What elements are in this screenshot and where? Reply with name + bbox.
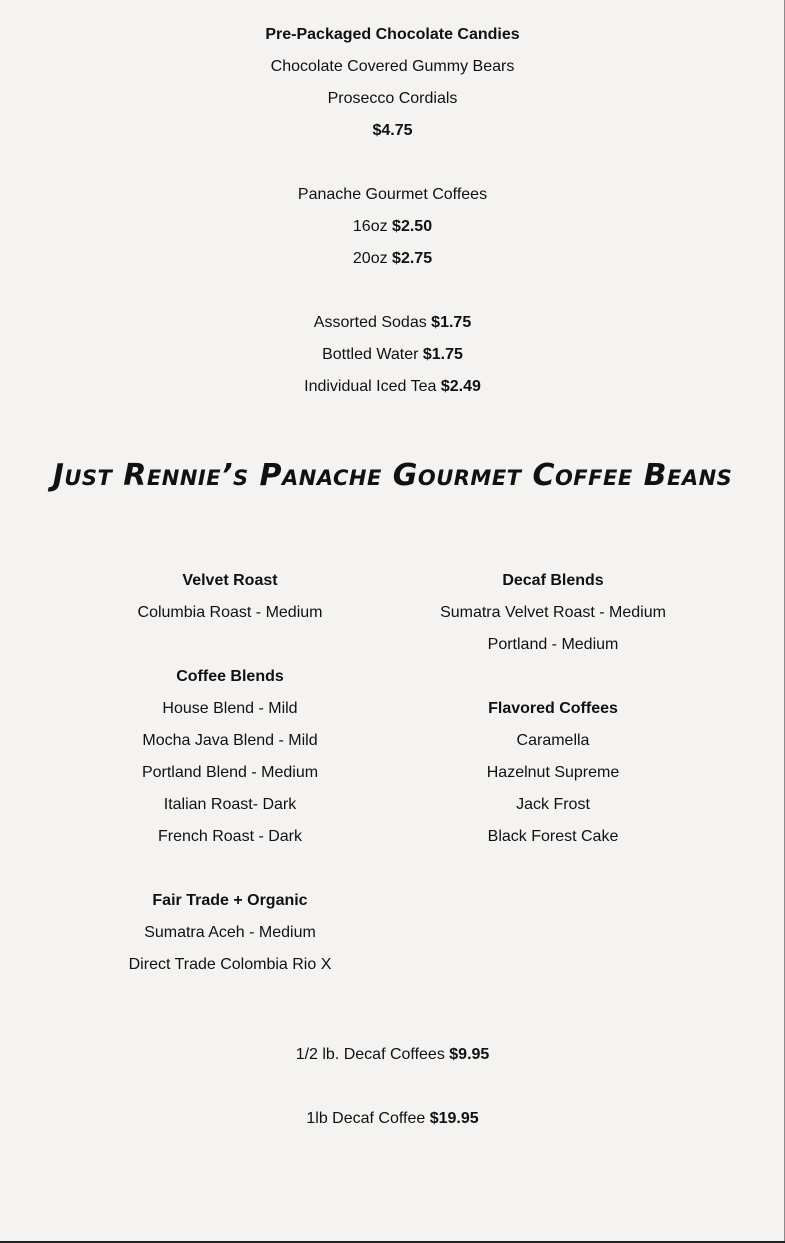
beans-right-column [393, 570, 713, 858]
coffee-size-price: $2.75 [392, 250, 433, 267]
bean-item: Black Forest Cake [487, 828, 619, 845]
coffee-size-price: $2.50 [392, 218, 433, 235]
candies-heading-text: Pre-Packaged Chocolate Candies [265, 26, 520, 43]
velvet-heading-text: Velvet Roast [182, 572, 278, 589]
coffee-size-label: 16oz [352, 218, 388, 235]
candies-heading [0, 24, 785, 56]
decaf-price-label: 1/2 lb. Decaf Coffees [295, 1046, 445, 1063]
drink-row [0, 344, 785, 376]
candy-item: Chocolate Covered Gummy Bears [270, 58, 515, 75]
bean-item: Portland Blend - Medium [141, 764, 319, 781]
decaf-price-value: $19.95 [429, 1110, 479, 1127]
decaf-price-row [0, 1108, 785, 1140]
menu-top-section [0, 24, 785, 408]
decaf-price-row [0, 1044, 785, 1076]
beans-left-column [70, 570, 390, 986]
bean-item: Caramella [516, 732, 590, 749]
drink-price: $1.75 [422, 346, 463, 363]
candies-price-text: $4.75 [372, 122, 413, 139]
beans-section-title: Just Rennie’s Panache Gourmet Coffee Beans [52, 458, 733, 493]
coffee-size-row [0, 248, 785, 280]
coffee-size-row [0, 216, 785, 248]
flavored-heading [393, 698, 713, 730]
blends-heading-text: Coffee Blends [176, 668, 284, 685]
blends-heading [70, 666, 390, 698]
candy-item: Prosecco Cordials [327, 90, 458, 107]
bean-item: Direct Trade Colombia Rio X [128, 956, 332, 973]
candies-price [0, 120, 785, 152]
coffees-heading: Panache Gourmet Coffees [297, 186, 488, 203]
bean-item: Italian Roast- Dark [163, 796, 297, 813]
flavored-heading-text: Flavored Coffees [488, 700, 618, 717]
decaf-heading [393, 570, 713, 602]
bean-item: Sumatra Aceh - Medium [144, 924, 316, 941]
bean-item: House Blend - Mild [162, 700, 298, 717]
decaf-pricing [0, 1044, 785, 1140]
drink-label: Individual Iced Tea [304, 378, 437, 395]
decaf-heading-text: Decaf Blends [502, 572, 604, 589]
bean-item: Portland - Medium [487, 636, 619, 653]
velvet-heading [70, 570, 390, 602]
bean-item: Sumatra Velvet Roast - Medium [440, 604, 666, 621]
drink-row [0, 312, 785, 344]
fair-trade-heading-text: Fair Trade + Organic [152, 892, 308, 909]
drink-price: $1.75 [431, 314, 472, 331]
drink-row [0, 376, 785, 408]
drink-label: Bottled Water [322, 346, 419, 363]
fair-trade-heading [70, 890, 390, 922]
bean-item: Columbia Roast - Medium [137, 604, 323, 621]
decaf-price-value: $9.95 [449, 1046, 490, 1063]
decaf-price-label: 1lb Decaf Coffee [306, 1110, 426, 1127]
drink-price: $2.49 [440, 378, 481, 395]
bean-item: Jack Frost [516, 796, 590, 813]
bean-item: Mocha Java Blend - Mild [142, 732, 318, 749]
coffee-size-label: 20oz [352, 250, 388, 267]
bean-item: French Roast - Dark [157, 828, 303, 845]
bean-item: Hazelnut Supreme [486, 764, 620, 781]
drink-label: Assorted Sodas [313, 314, 427, 331]
